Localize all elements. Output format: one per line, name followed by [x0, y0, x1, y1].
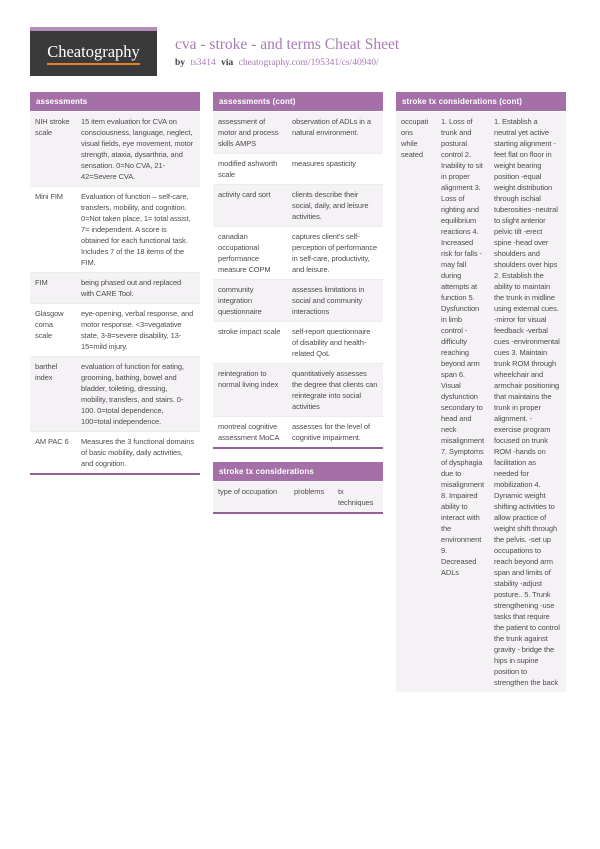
definition-cell: quantitatively assesses the degree that clients can reintegrate into social activities [292, 369, 378, 411]
definition-cell: assesses for the level of cognitive impairment. [292, 422, 370, 442]
sheet-url-link[interactable]: cheatography.com/195341/cs/40940/ [238, 58, 379, 68]
byline [175, 58, 399, 68]
table-title-assessments-cont: assessments (cont) [213, 92, 383, 111]
table-row [213, 363, 383, 416]
term-cell: canadian occupational performance measure COPM [218, 232, 271, 274]
term-cell: Glasgow coma scale [35, 309, 64, 340]
term-cell: modified ashworth scale [218, 159, 278, 179]
table-row [213, 226, 383, 279]
definition-cell: observation of ADLs in a natural environment. [292, 117, 371, 137]
definition-cell: captures client's self-perception of performance in self-care, productivity, and leisure. [292, 232, 378, 274]
term-cell: FIM [35, 278, 48, 287]
table-stroke-tx-considerations [213, 462, 383, 514]
table-row [30, 431, 200, 473]
page-title[interactable]: cva - stroke - and terms Cheat Sheet [175, 36, 400, 53]
term-cell: stroke impact scale [218, 327, 281, 336]
table-assessments [30, 92, 200, 475]
table-body [213, 112, 383, 447]
definition-cell: self-report questionnaire of disability and health-related QoL [292, 327, 371, 358]
term-cell: type of occupation [218, 487, 278, 496]
table-row [30, 186, 200, 272]
table-row [213, 184, 383, 226]
definition-cell: being phased out and replaced with CARE Tool. [81, 278, 182, 298]
definition-cell: 1. Loss of trunk and postural control 2. Inability to sit in proper alignment 3. Loss of righting and equilibrium reactions 4. Increased risk for falls -may fall during attempts at function 5. Dysfunction in limb control - difficulty reaching beyond arm span 6. Visual dysfunction secondary to head and neck misalignment 7. Symptoms of dysphagia due to misalignment 8. Impaired ability to interact with the environment 9. Decreased ADLs [441, 117, 484, 577]
table-title-assessments: assessments [30, 92, 200, 111]
definition-cell: 1. Establish a neutral yet active starting alignment - feet flat on floor in weight bearing position -equal weight distribution through ischial tuberosities -neutral to slight anterior pelvic tilt -erect spine -head over shoulders and shoulders over hips 2. Establish the ability to maintain the trunk in midline using external cues. -mirror for visual feedback -verbal cues -environmental cues 3. Maintain trunk ROM through wheelchair and armchair positioning that maintains the trunk in proper alignment. - exercise program focused on trunk ROM -hands on facilitation as needed for mobilization 4. Dynamic weight shifting activities to allow practice of weight shift through the pelvis. -set up occupations to reach beyond arm span and limits of stability -adjust posture.. 5. Trunk strengthening -use tasks that require the patient to control the trunk against gravity - bridge the hips in supine position to strengthen the back [494, 117, 560, 687]
table-body [213, 482, 383, 512]
table-row [213, 416, 383, 447]
logo-wordmark: Cheatography [47, 42, 140, 65]
column-3 [396, 92, 566, 692]
term-cell: NIH stroke scale [35, 117, 70, 137]
table-row [30, 112, 200, 186]
table-body [30, 112, 200, 473]
definition-cell: clients describe their social, daily, and leisure activities. [292, 190, 369, 221]
table-title-stroke-tx: stroke tx considerations [213, 462, 383, 481]
table-row [30, 356, 200, 431]
author-link[interactable]: ts3414 [190, 58, 216, 68]
term-cell: montreal cognitive assessment MoCA [218, 422, 280, 442]
table-row [213, 482, 383, 512]
table-title-stroke-tx-cont: stroke tx considerations (cont) [396, 92, 566, 111]
definition-cell: Evaluation of function – self-care, transfers, mobility, and cognition. 0=Not taken place, 1= total assist, 7= independent. A score is obtained for each functional task. Includes 7 of the 18 items of the FIM. [81, 192, 191, 267]
table-row [213, 112, 383, 153]
table-stroke-tx-considerations-cont [396, 92, 566, 692]
table-row [213, 153, 383, 184]
content-columns [30, 92, 566, 692]
column-1 [30, 92, 200, 692]
definition-cell: evaluation of function for eating, grooming, bathing, bowel and bladder, toileting, dressing, mobility, transfers, and stairs. 0-100. 0=total dependence, 100=total independence. [81, 362, 184, 426]
header [175, 36, 399, 68]
byline-via-label: via [221, 58, 234, 68]
table-row [213, 279, 383, 321]
table-row [30, 272, 200, 303]
term-cell: barthel index [35, 362, 58, 382]
definition-cell: assesses limitations in social and community interactions [292, 285, 365, 316]
definition-cell: 15 item evaluation for CVA on consciousness, language, neglect, visual fields, eye movement, motor strength, ataxia, dysarthria, and sensation. 0=No CVA, 21-42=Severe CVA. [81, 117, 194, 181]
term-cell: assessment of motor and process skills AMPS [218, 117, 279, 148]
term-cell: community integration questionnaire [218, 285, 262, 316]
definition-cell: problems [294, 487, 325, 496]
term-cell: activity card sort [218, 190, 271, 199]
table-row [213, 321, 383, 363]
definition-cell: tx techniques [338, 487, 374, 507]
table-body [396, 112, 566, 692]
definition-cell: measures spasticity [292, 159, 356, 168]
cheatography-logo[interactable] [30, 27, 157, 76]
byline-by-label: by [175, 58, 186, 68]
table-row [30, 303, 200, 356]
term-cell: Mini FIM [35, 192, 63, 201]
definition-cell: Measures the 3 functional domains of basic mobility, daily activities, and cognition. [81, 437, 195, 468]
column-2 [213, 92, 383, 692]
definition-cell: eye-opening, verbal response, and motor response. <3=vegatative state, 3-8=severe disability, 13-15=mild injury. [81, 309, 194, 351]
table-assessments-cont [213, 92, 383, 449]
term-cell: reintegration to normal living index [218, 369, 279, 389]
term-cell: occupations while seated [401, 117, 429, 159]
term-cell: AM PAC 6 [35, 437, 69, 446]
table-row [396, 112, 566, 692]
